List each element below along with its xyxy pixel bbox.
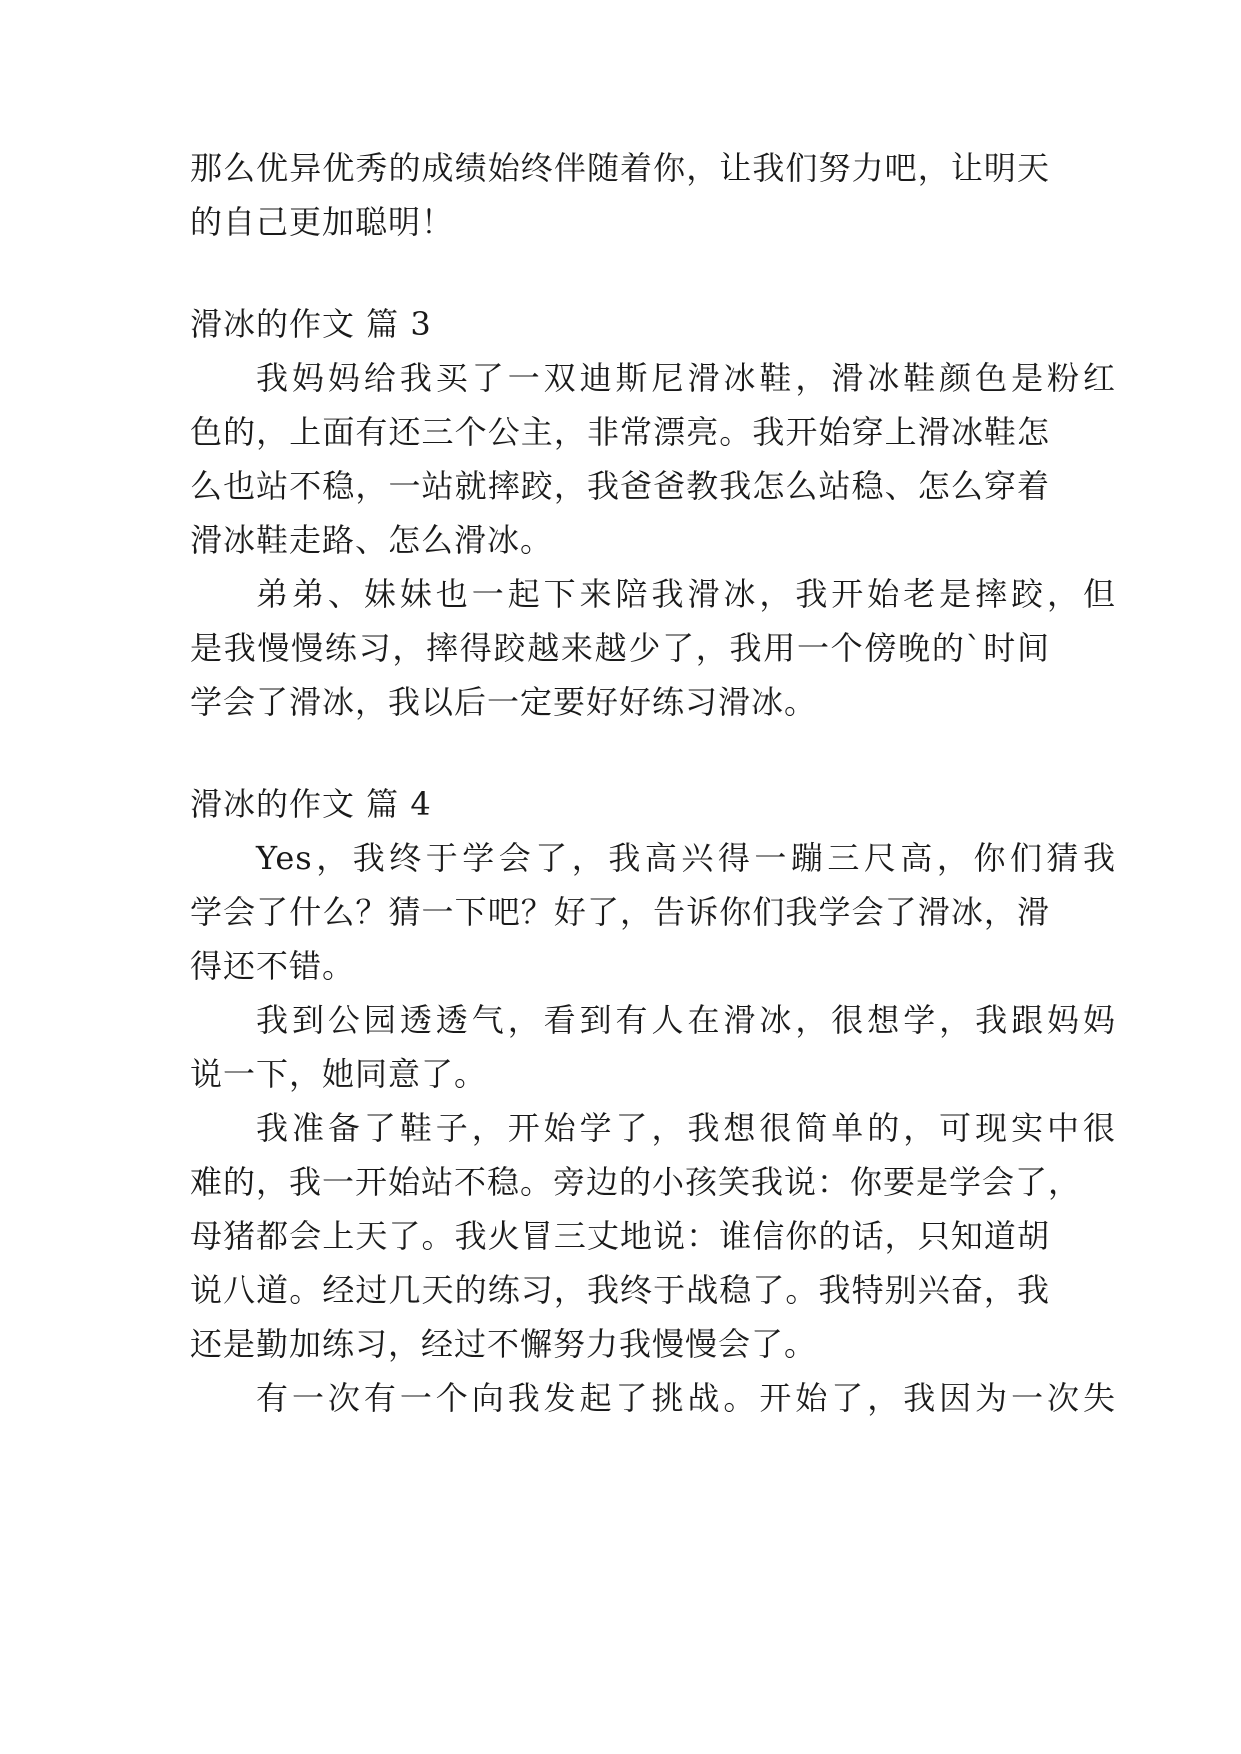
section-heading: 滑冰的作文 篇 4 [190,785,432,823]
text-line: 难的，我一开始站不稳。旁边的小孩笑我说：你要是学会了， [190,1163,1082,1201]
text-line: 我到公园透透气，看到有人在滑冰，很想学，我跟妈妈 [256,1001,1116,1039]
text-line: 学会了滑冰，我以后一定要好好练习滑冰。 [190,683,818,721]
text-line: 母猪都会上天了。我火冒三丈地说：谁信你的话，只知道胡 [190,1217,1050,1255]
text-line: 得还不错。 [190,947,356,985]
text-line: 的自己更加聪明！ [190,203,455,241]
text-line: 我准备了鞋子，开始学了，我想很简单的，可现实中很 [256,1109,1116,1147]
text-line: 还是勤加练习，经过不懈努力我慢慢会了。 [190,1325,818,1363]
section-heading: 滑冰的作文 篇 3 [190,305,432,343]
text-line: 有一次有一个向我发起了挑战。开始了，我因为一次失 [256,1379,1116,1417]
text-line: 滑冰鞋走路、怎么滑冰。 [190,521,554,559]
text-line: 我妈妈给我买了一双迪斯尼滑冰鞋，滑冰鞋颜色是粉红 [256,359,1116,397]
text-line: Yes，我终于学会了，我高兴得一蹦三尺高，你们猜我 [256,839,1116,877]
text-line: 说一下，她同意了。 [190,1055,488,1093]
text-line: 弟弟、妹妹也一起下来陪我滑冰，我开始老是摔跤，但 [256,575,1116,613]
text-line: 么也站不稳，一站就摔跤，我爸爸教我怎么站稳、怎么穿着 [190,467,1050,505]
text-line: 是我慢慢练习，摔得跤越来越少了，我用一个傍晚的`时间 [190,629,1050,667]
text-line: 说八道。经过几天的练习，我终于战稳了。我特别兴奋，我 [190,1271,1050,1309]
text-line: 色的，上面有还三个公主，非常漂亮。我开始穿上滑冰鞋怎 [190,413,1050,451]
text-line: 那么优异优秀的成绩始终伴随着你，让我们努力吧，让明天 [190,149,1050,187]
text-line: 学会了什么？猜一下吧？好了，告诉你们我学会了滑冰，滑 [190,893,1050,931]
